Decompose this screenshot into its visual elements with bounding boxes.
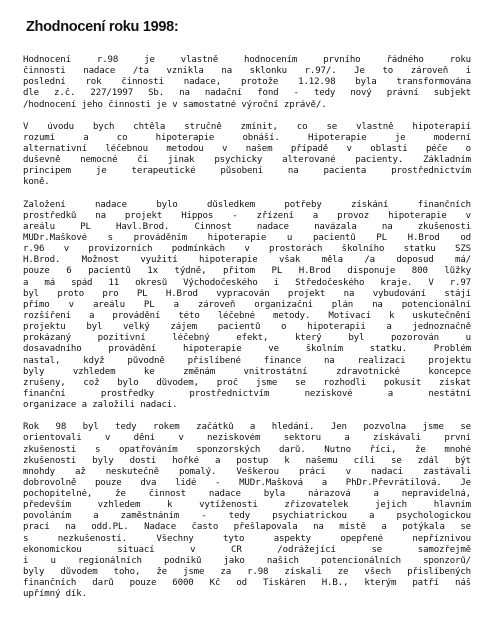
text-line: činnosti nadace /ta vznikla na sklonku r.97/. Je to zároveň i bbox=[23, 66, 471, 77]
text-line: Rok 98 byl tedy rokem začátků a hledání. Jen pozvolna jsme se bbox=[23, 422, 471, 433]
text-line: finanční prostředky prostřednictvím neziskové a nestátní bbox=[23, 388, 471, 399]
text-line: i u regionálních podniků jako našich potencionálních sponzorů/ bbox=[23, 555, 471, 566]
text-line: V úvodu bych chtěla stručně zmínit, co se vlastně hipoterapií bbox=[23, 121, 471, 132]
text-line: zkušenosti s opatřováním sponzorských darů. Nutno říci, že mnohé bbox=[23, 444, 471, 455]
text-line: prokázaný pozitivní léčebný efekt, který byl pozorován u bbox=[23, 333, 471, 344]
text-line: poslední rok činnosti nadace, protože 1.12.98 byla transformována bbox=[23, 77, 471, 88]
document-body bbox=[23, 55, 471, 600]
text-line: r.96 v provizorních podmínkách v prostorách školního statku SZŠ bbox=[23, 244, 471, 255]
paragraph bbox=[23, 55, 471, 111]
text-line: nastal, když původně přislíbené finance na realizaci projektu bbox=[23, 355, 471, 366]
text-line: rozšíření a provádění této léčebné metody. Motivací k uskutečnění bbox=[23, 310, 471, 321]
text-line: orientovali v dění v neziskovém sektoru a získávali první bbox=[23, 433, 471, 444]
text-line: především vzhledem k vytíženosti zřizovatelek jejich hlavním bbox=[23, 500, 471, 511]
text-line: organizace a založili nadaci. bbox=[23, 400, 178, 411]
text-line: duševně nemocné či jinak psychicky alterované pacienty. Základním bbox=[23, 155, 471, 166]
text-line: dle z.č. 227/1997 Sb. na nadační fond - tedy nový právní subjekt bbox=[23, 88, 471, 99]
text-line: zkušenosti byly dosti hořké a postup k našemu cíli se zdál být bbox=[23, 455, 471, 466]
text-line: zrušeny, což bylo důvodem, proč jsme se rozhodli pokusit získat bbox=[23, 377, 471, 388]
text-line: principem je terapeutické působení na pacienta prostřednictvím bbox=[23, 166, 471, 177]
text-line: finančních darů pouze 6000 Kč od Tiskáren H.B., kterým patří náš bbox=[23, 578, 471, 589]
text-line: prací na odd.PL. Nadace často přešlapovala na místě a potýkala se bbox=[23, 522, 471, 533]
text-line: rozumí a co hipoterapie obnáší. Hipoterapie je moderní bbox=[23, 132, 471, 143]
text-line: byl proto pro PL H.Brod vypracován projekt na vybudování stájí bbox=[23, 288, 471, 299]
paragraph bbox=[23, 200, 471, 412]
text-line: areálu PL Havl.Brod. Činnost nadace navázala na zkušenosti bbox=[23, 221, 471, 232]
text-line: byly důvodem toho, že jsme za r.98 získali ze všech přislíbených bbox=[23, 567, 471, 578]
text-line: prostředků na projekt Hippos - zřízení a provoz hipoterapie v bbox=[23, 210, 471, 221]
text-line: mnohdy až neskutečně pomalý. Veškerou práci v nadaci zastávali bbox=[23, 466, 471, 477]
text-line: /hodnocení jeho činnosti je v samostatné výroční zprávě/. bbox=[23, 99, 327, 110]
text-line: Založení nadace bylo důsledkem potřeby získání finančních bbox=[23, 199, 471, 210]
text-line: MUDr.Maškové s prováděním hipoterapie u pacientů PL H.Brod od bbox=[23, 232, 471, 243]
paragraph bbox=[23, 422, 471, 600]
document-title: Zhodnocení roku 1998: bbox=[26, 19, 179, 35]
text-line: Hodnocení r.98 je vlastně hodnocením prvního řádného roku bbox=[23, 55, 471, 65]
text-line: povoláním a zaměstnáním - tedy psychiatrickou a psychologickou bbox=[23, 511, 471, 522]
text-line: dobrovolně pouze dva lidé - MUDr.Mašková a PhDr.Převrátilová. Je bbox=[23, 477, 471, 488]
text-line: s nezkušeností. Všechny tyto aspekty opepřené nepříznivou bbox=[23, 533, 471, 544]
text-line: alternativní léčebnou metodou v našem případě v oblasti péče o bbox=[23, 143, 471, 154]
text-line: koně. bbox=[23, 177, 50, 188]
text-line: projektu byl velký zájem pacientů o hipoterapii a jednoznačně bbox=[23, 322, 471, 333]
text-line: přímo v areálu PL a zároveň organizační plán na potencionální bbox=[23, 299, 471, 310]
text-line: a má spád 11 okresů Východočeského i Středočeského kraje. V r.97 bbox=[23, 277, 471, 288]
text-line: dosavadního provádění hipoterapie ve školním statku. Problém bbox=[23, 344, 471, 355]
text-line: ekonomickou situací v ČR /odrážející se samozřejmě bbox=[23, 544, 471, 555]
text-line: H.Brod. Možnost využití hipoterapie však měla /a doposud má/ bbox=[23, 255, 471, 266]
text-line: pouze 6 pacientů 1x týdně, přitom PL H.Brod disponuje 800 lůžky bbox=[23, 266, 471, 277]
text-line: byly vzhledem ke změnám vnitrostátní zdravotnické koncepce bbox=[23, 366, 471, 377]
paragraph bbox=[23, 122, 471, 189]
text-line: pochopitelné, že činnost nadace byla nárazová a nepravidelná, bbox=[23, 489, 471, 500]
text-line: upřímný dík. bbox=[23, 589, 87, 600]
